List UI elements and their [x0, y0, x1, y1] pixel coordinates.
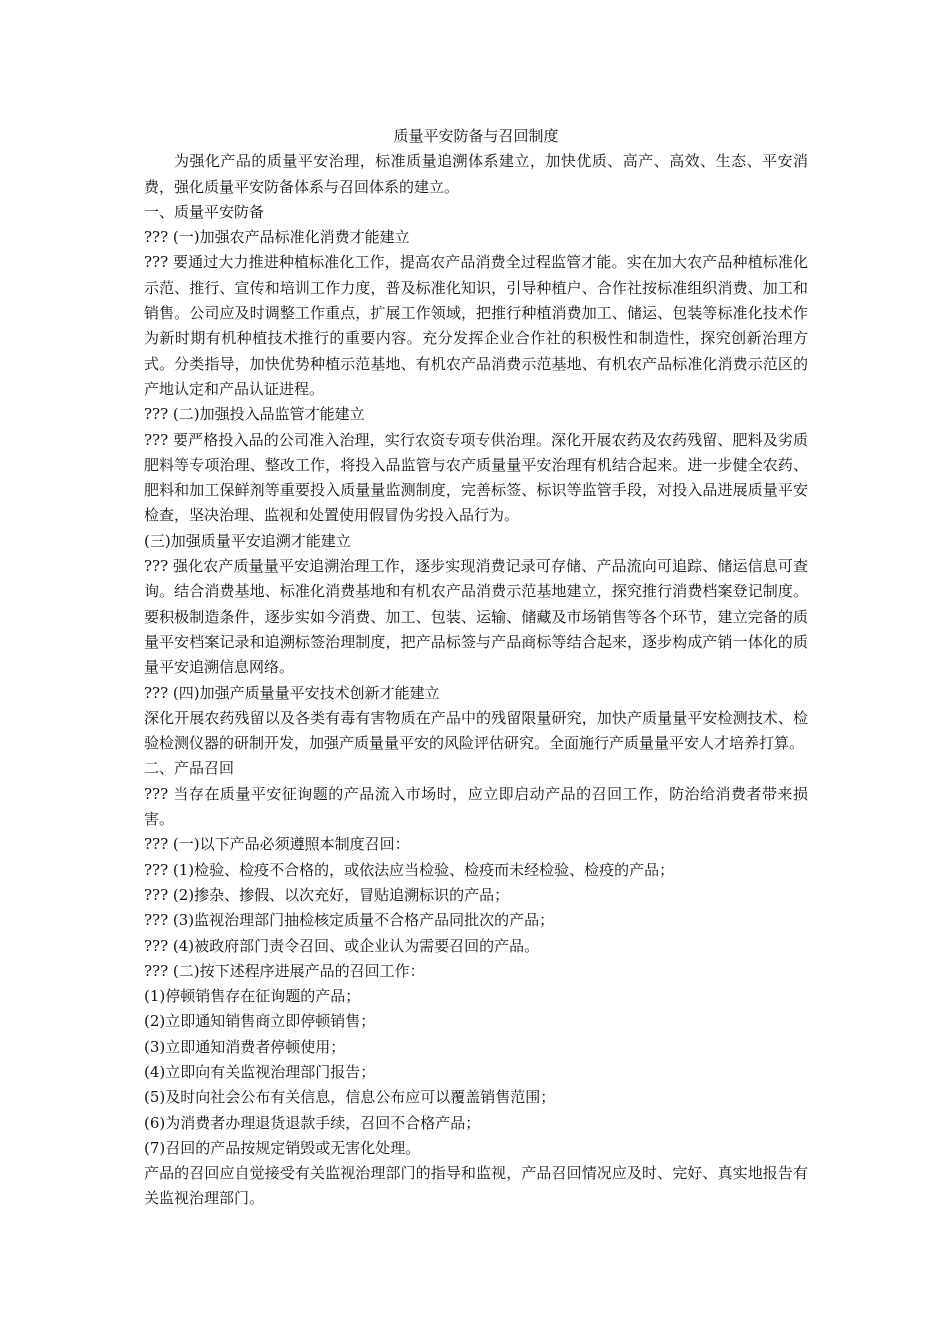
paragraph: 深化开展农药残留以及各类有毒有害物质在产品中的残留限量研究，加快产质量量平安检测技术、检验检测仪器的研制开发，加强产质量量平安的风险评估研究。全面施行产质量量平安人才培养打算。	[144, 708, 808, 753]
document-page	[144, 124, 808, 1212]
paragraph: ??? 当存在质量平安征询题的产品流入市场时，应立即启动产品的召回工作，防治给消费者带来损害。	[144, 784, 808, 829]
paragraph: ??? 强化农产质量量平安追溯治理工作，逐步实现消费记录可存储、产品流向可追踪、储运信息可查询。结合消费基地、标准化消费基地和有机农产品消费示范基地建立，探究推行消费档案登记制度。要积极制造条件，逐步实如今消费、加工、包装、运输、储藏及市场销售等各个环节，建立完备的质量平安档案记录和追溯标签治理制度，把产品标签与产品商标等结合起来，逐步构成产销一体化的质量平安追溯信息网络。	[144, 557, 808, 677]
paragraph: ??? (3)监视治理部门抽检核定质量不合格产品同批次的产品；	[144, 911, 555, 930]
paragraph: (3)立即通知消费者停顿使用；	[144, 1037, 346, 1056]
paragraph: ??? (四)加强产质量量平安技术创新才能建立	[144, 683, 440, 702]
paragraph: ??? (二)按下述程序进展产品的召回工作：	[144, 961, 425, 980]
paragraph: 为强化产品的质量平安治理，标准质量追溯体系建立，加快优质、高产、高效、生态、平安消费，强化质量平安防备体系与召回体系的建立。	[144, 152, 808, 196]
paragraph: (1)停顿销售存在征询题的产品；	[144, 987, 361, 1006]
paragraph: ??? (2)掺杂、掺假、以次充好，冒贴追溯标识的产品；	[144, 885, 510, 904]
paragraph: (6)为消费者办理退货退款手续，召回不合格产品；	[144, 1113, 481, 1132]
paragraph: (4)立即向有关监视治理部门报告；	[144, 1062, 376, 1081]
paragraph: ??? (二)加强投入品监管才能建立	[144, 405, 365, 424]
paragraph: ??? 要通过大力推进种植标准化工作，提高农产品消费全过程监管才能。实在加大农产品种植标准化示范、推行、宣传和培训工作力度，普及标准化知识，引导种植户、合作社按标准组织消费、加工和销售。公司应及时调整工作重点，扩展工作领域，把推行种植消费加工、储运、包装等标准化技术作为新时期有机种植技术推行的重要内容。充分发挥企业合作社的积极性和制造性，探究创新治理方式。分类指导，加快优势种植示范基地、有机农产品消费示范基地、有机农产品标准化消费示范区的产地认定和产品认证进程。	[144, 253, 808, 398]
paragraph: (三)加强质量平安追溯才能建立	[144, 531, 351, 550]
paragraph: ??? (1)检验、检疫不合格的，或依法应当检验、检疫而未经检验、检疫的产品；	[144, 860, 675, 879]
paragraph: ??? 要严格投入品的公司准入治理，实行农资专项专供治理。深化开展农药及农药残留、肥料及劣质肥料等专项治理、整改工作，将投入品监管与农产质量量平安治理有机结合起来。进一步健全农药、肥料和加工保鲜剂等重要投入质量量监测制度，完善标签、标识等监管手段，对投入品进展质量平安检查，坚决治理、监视和处置使用假冒伪劣投入品行为。	[144, 430, 808, 525]
paragraph: ??? (4)被政府部门责令召回、或企业认为需要召回的产品。	[144, 936, 540, 955]
paragraph: (2)立即通知销售商立即停顿销售；	[144, 1012, 376, 1031]
document-title: 质量平安防备与召回制度	[393, 127, 559, 145]
paragraph: (7)召回的产品按规定销毁或无害化处理。	[144, 1138, 421, 1157]
paragraph: 产品的召回应自觉接受有关监视治理部门的指导和监视，产品召回情况应及时、完好、真实地报告有关监视治理部门。	[144, 1164, 808, 1208]
paragraph: ??? (一)以下产品必须遵照本制度召回：	[144, 835, 410, 854]
paragraph: (5)及时向社会公布有关信息，信息公布应可以覆盖销售范围；	[144, 1088, 556, 1107]
paragraph: 二、产品召回	[144, 759, 235, 778]
paragraph: ??? (一)加强农产品标准化消费才能建立	[144, 228, 410, 247]
paragraph: 一、质量平安防备	[144, 202, 265, 221]
document-body	[144, 149, 808, 1211]
